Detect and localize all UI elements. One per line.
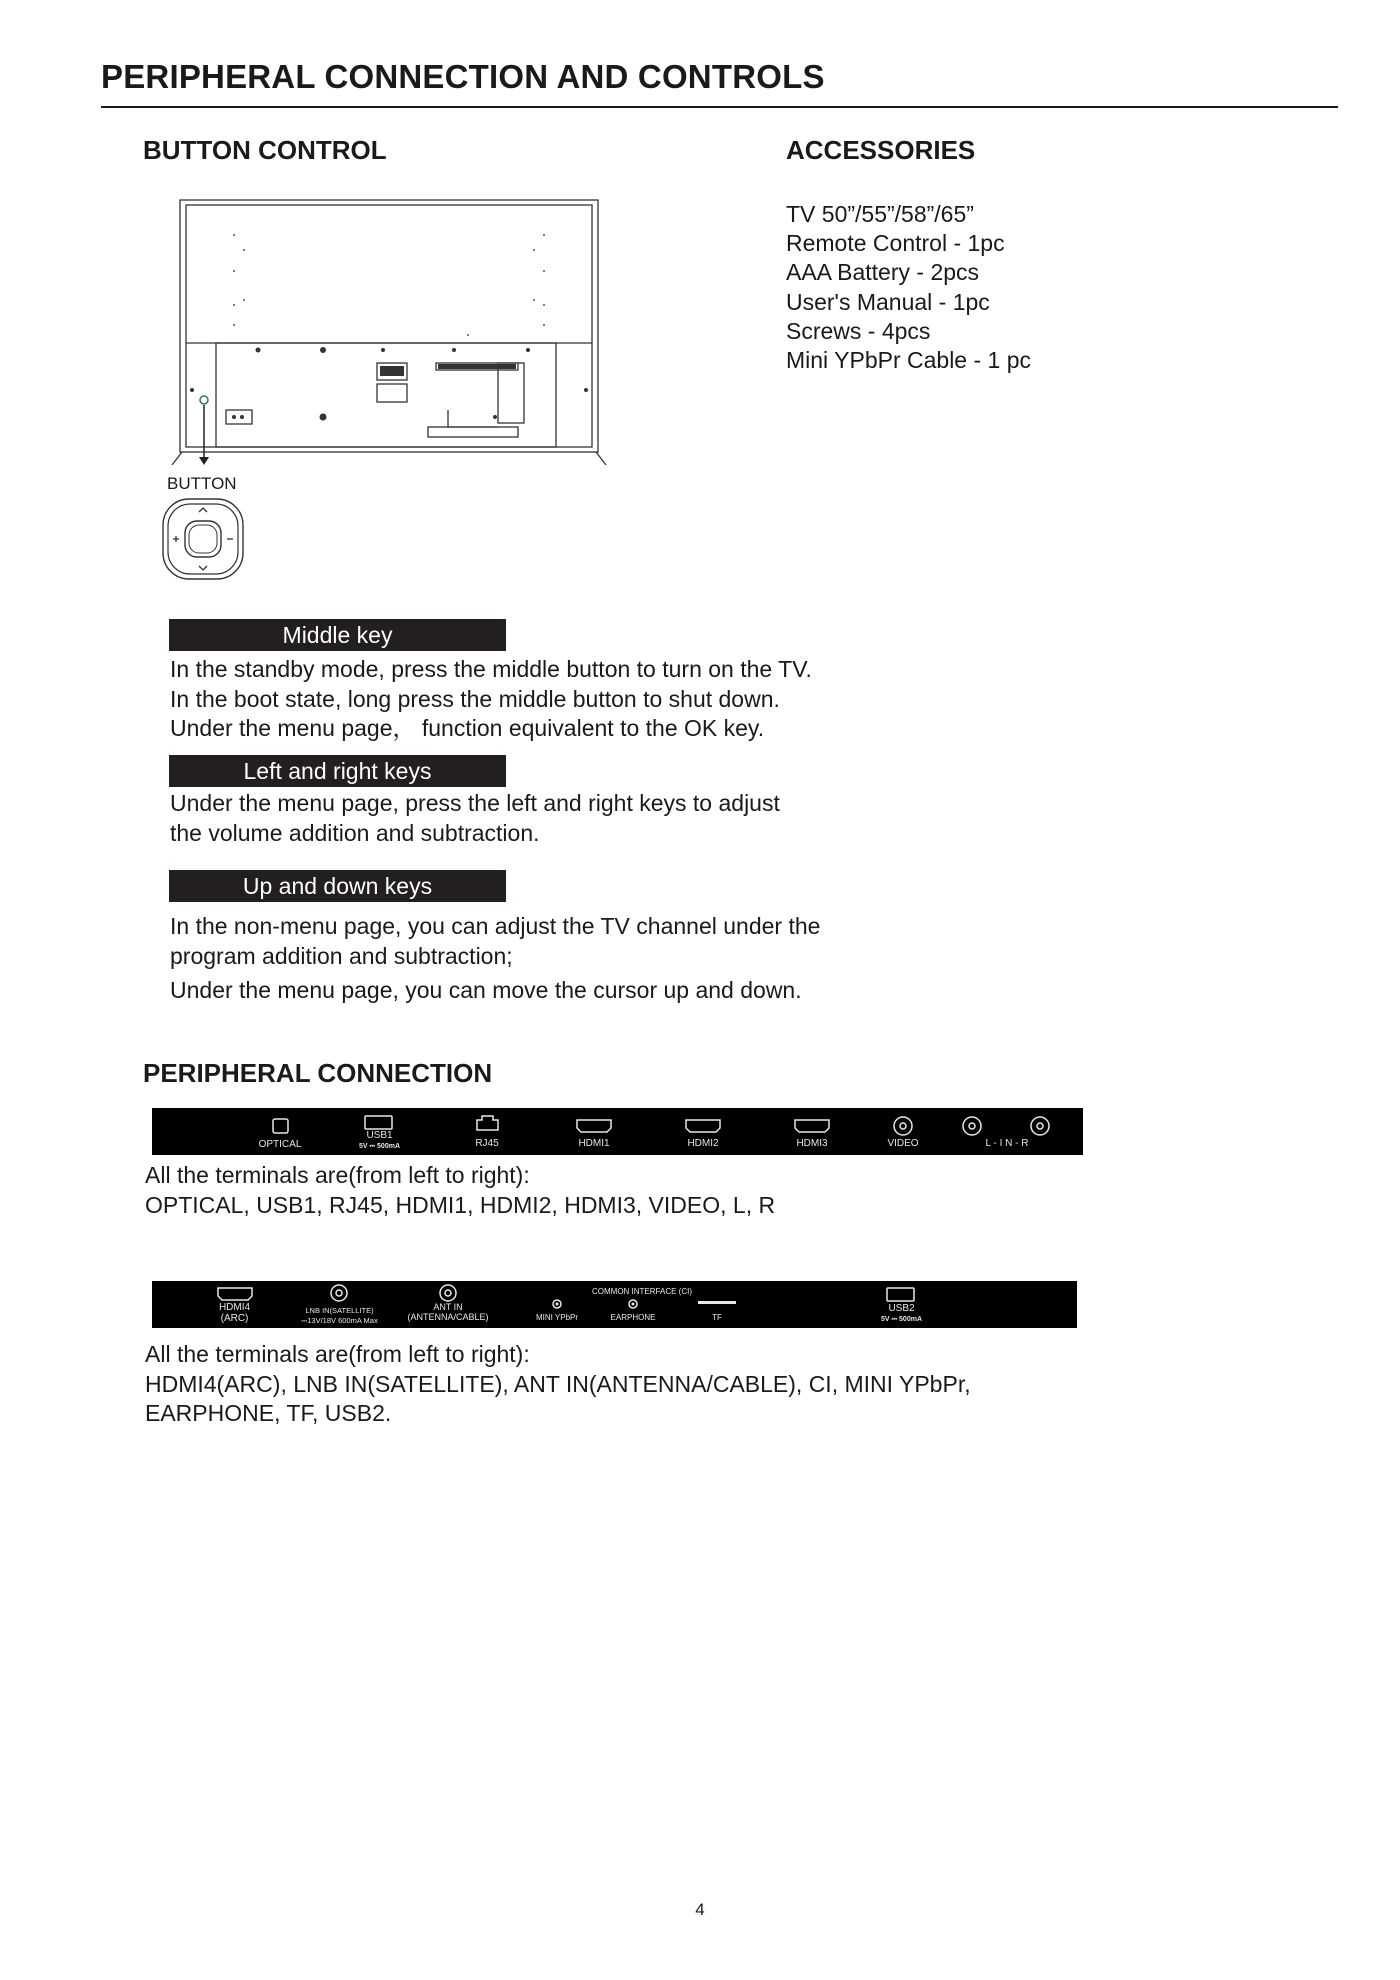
usb2-port-icon bbox=[887, 1288, 914, 1301]
video-port-icon bbox=[894, 1117, 912, 1135]
hdmi1-port-icon bbox=[577, 1120, 611, 1132]
usb1-port-icon bbox=[365, 1116, 392, 1129]
accessory-item: User's Manual - 1pc bbox=[786, 288, 990, 315]
usb2-spec: 5V ⎓ 500mA bbox=[881, 1316, 922, 1323]
button-label: BUTTON bbox=[167, 474, 237, 493]
description-line: HDMI4(ARC), LNB IN(SATELLITE), ANT IN(ANTENNA/CABLE), CI, MINI YPbPr, bbox=[145, 1370, 971, 1397]
optical-label: OPTICAL bbox=[258, 1139, 302, 1150]
description-line: In the standby mode, press the middle button to turn on the TV. bbox=[170, 656, 812, 682]
description-line: All the terminals are(from left to right): bbox=[145, 1162, 530, 1188]
ant-port-icon bbox=[440, 1285, 456, 1301]
middle-key-label: Middle key bbox=[169, 619, 506, 651]
hdmi3-port-icon bbox=[795, 1120, 829, 1132]
description-line: EARPHONE, TF, USB2. bbox=[145, 1400, 392, 1426]
page-title: PERIPHERAL CONNECTION AND CONTROLS bbox=[101, 58, 825, 95]
mini-ypbpr-label: MINI YPbPr bbox=[535, 1313, 579, 1322]
description-line: In the non-menu page, you can adjust the TV channel under the bbox=[170, 913, 821, 939]
description-line: Under the menu page, press the left and right keys to adjust bbox=[170, 790, 780, 816]
side-terminal-panel bbox=[152, 1281, 1077, 1328]
hdmi4-label-line: (ARC) bbox=[220, 1313, 249, 1324]
usb1-label: USB1 bbox=[366, 1130, 393, 1141]
accessory-item: Remote Control - 1pc bbox=[786, 230, 1005, 257]
hdmi4-label bbox=[202, 1302, 267, 1324]
page-number: 4 bbox=[695, 1900, 705, 1919]
hdmi2-port-icon bbox=[686, 1120, 720, 1132]
rj45-port-icon bbox=[477, 1116, 498, 1130]
up-down-keys-label: Up and down keys bbox=[169, 870, 506, 902]
description-line: the volume addition and subtraction. bbox=[170, 819, 540, 846]
rear-terminal-panel bbox=[152, 1108, 1083, 1155]
accessory-item: Mini YPbPr Cable - 1 pc bbox=[786, 347, 1032, 374]
hdmi3-label: HDMI3 bbox=[796, 1138, 828, 1149]
button-control-heading: BUTTON CONTROL bbox=[143, 135, 387, 165]
ant-label-line: (ANTENNA/CABLE) bbox=[407, 1312, 489, 1322]
usb1-spec: 5V ⎓ 500mA bbox=[359, 1143, 400, 1150]
usb2-label: USB2 bbox=[888, 1303, 915, 1314]
optical-port-icon bbox=[273, 1119, 288, 1133]
description-line: Under the menu page， function equivalent to the OK key. bbox=[170, 715, 765, 741]
lnb-spec: ⎓13V/18V 600mA Max bbox=[301, 1316, 378, 1325]
description-line: OPTICAL, USB1, RJ45, HDMI1, HDMI2, HDMI3, VIDEO, L, R bbox=[145, 1191, 776, 1218]
left-right-keys-description bbox=[170, 789, 780, 848]
description-line: program addition and subtraction; bbox=[170, 942, 513, 969]
lnb-label: LNB IN(SATELLITE) bbox=[305, 1306, 374, 1315]
tv-back-illustration bbox=[168, 195, 608, 465]
audio-l-port-icon bbox=[963, 1117, 981, 1135]
accessory-item: AAA Battery - 2pcs bbox=[786, 259, 980, 286]
ci-label: COMMON INTERFACE (CI) bbox=[592, 1287, 692, 1296]
description-line: In the boot state, long press the middle button to shut down. bbox=[170, 685, 780, 712]
tf-slot-icon bbox=[698, 1301, 736, 1304]
audio-r-port-icon bbox=[1031, 1117, 1049, 1135]
up-down-keys-description bbox=[170, 912, 820, 1006]
ant-label-line: ANT IN bbox=[433, 1302, 463, 1312]
hdmi1-label: HDMI1 bbox=[578, 1138, 610, 1149]
middle-key-description bbox=[170, 655, 812, 744]
panel2-description bbox=[145, 1340, 971, 1429]
audio-lr-label: L - I N - R bbox=[985, 1138, 1029, 1149]
description-line: Under the menu page, you can move the cursor up and down. bbox=[170, 977, 802, 1003]
rj45-label: RJ45 bbox=[475, 1138, 499, 1149]
hdmi4-label-line: HDMI4 bbox=[218, 1302, 251, 1313]
accessories-heading: ACCESSORIES bbox=[786, 135, 976, 165]
accessories-list bbox=[786, 200, 1031, 375]
earphone-label: EARPHONE bbox=[610, 1313, 656, 1322]
left-right-keys-label: Left and right keys bbox=[169, 755, 506, 787]
ant-label bbox=[398, 1302, 498, 1322]
lnb-port-icon bbox=[331, 1285, 347, 1301]
tf-label: TF bbox=[712, 1313, 722, 1322]
panel1-description bbox=[145, 1161, 775, 1220]
hdmi2-label: HDMI2 bbox=[687, 1138, 719, 1149]
video-label: VIDEO bbox=[887, 1138, 919, 1149]
joystick-button-icon bbox=[160, 496, 246, 582]
accessory-item: TV 50”/55”/58”/65” bbox=[786, 201, 974, 227]
hdmi4-port-icon bbox=[218, 1288, 252, 1300]
title-rule bbox=[101, 106, 1338, 108]
accessory-item: Screws - 4pcs bbox=[786, 317, 931, 344]
description-line: All the terminals are(from left to right): bbox=[145, 1341, 530, 1367]
peripheral-connection-heading: PERIPHERAL CONNECTION bbox=[143, 1058, 493, 1088]
